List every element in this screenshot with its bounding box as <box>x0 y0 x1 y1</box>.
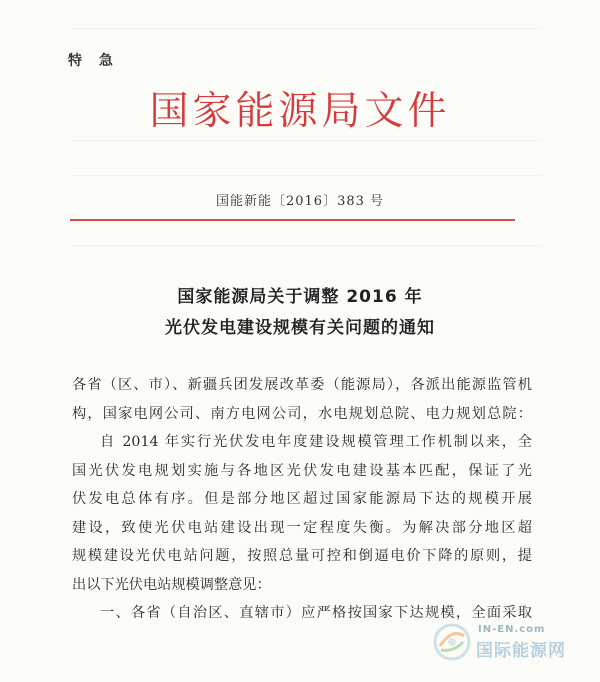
notice-title-line-2: 光伏发电建设规模有关问题的通知 <box>165 318 435 338</box>
notice-title-line-1: 国家能源局关于调整 2016 年 <box>177 287 423 307</box>
body-line: 出以下光伏电站规模调整意见： <box>72 576 271 593</box>
body-line: 国光伏发电规划实施与各地区光伏发电建设基本匹配，保证了光 <box>72 462 532 479</box>
watermark-logo <box>432 614 582 664</box>
red-divider-rule <box>70 219 515 221</box>
watermark-name: 国际能源网 <box>476 641 566 661</box>
watermark-domain: IN-EN.com <box>478 624 546 635</box>
bleed-through-line <box>72 175 542 176</box>
bleed-through-line <box>72 245 542 246</box>
body-line: 伏发电总体有序。但是部分地区超过国家能源局下达的规模开展 <box>72 491 532 507</box>
issuer-header: 国家能源局文件 <box>149 89 451 134</box>
body-line: 各省（区、市）、新疆兵团发展改革委（能源局），各派出能源监管机 <box>72 377 532 393</box>
body-line: 一、各省（自治区、直辖市）应严格按国家下达规模，全面采取 <box>100 605 532 621</box>
body-line: 自 2014 年实行光伏发电年度建设规模管理工作机制以来，全 <box>100 434 532 450</box>
body-line: 建设，致使光伏电站建设出现一定程度失衡。为解决部分地区超 <box>72 519 532 536</box>
globe-logo-icon <box>432 622 472 662</box>
body-line: 规模建设光伏电站问题，按照总量可控和倒逼电价下降的原则，提 <box>72 548 532 564</box>
document-number: 国能新能〔2016〕383 号 <box>215 194 385 209</box>
body-line: 构，国家电网公司、南方电网公司，水电规划总院、电力规划总院： <box>72 405 532 422</box>
bleed-through-line <box>72 28 542 29</box>
urgency-label: 特 急 <box>68 53 119 69</box>
bleed-through-line <box>72 140 542 141</box>
